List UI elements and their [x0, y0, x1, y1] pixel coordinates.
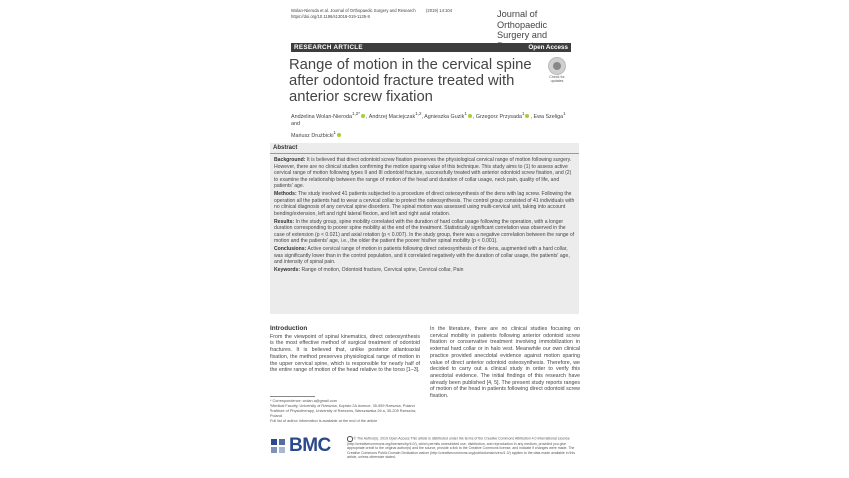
article-type-bar [291, 43, 571, 52]
check-updates-label: Check for updates [549, 75, 565, 83]
abstract-box [270, 143, 579, 314]
author-name: Mariusz Drużbicki [291, 132, 334, 139]
check-for-updates-badge[interactable] [546, 57, 568, 85]
author-name: , Ewa Szeliga [530, 113, 564, 120]
license-text: © The Author(s). 2019 Open Access This article is distributed under the terms of the Creative Commons Attribution 4.0 International License (http://creativecommons.org/licenses/by/4.0/), which permits unrestricted use, distribution, and reproduction in any medium, provided you give appropriate credit to the original author(s) and the source, provide a link to the Creative Commons license, and indicate if changes were made. The Creative Commons Public Domain Dedication waiver (http://creativecommons.org/publicdomain/zero/1.0/) applies to the data made available in this article, unless otherwise stated. [347, 436, 575, 460]
author-name: , Andrzej Maciejczak [366, 113, 416, 120]
abstract-results: Results: In the study group, spine mobility correlated with the duration of hard collar usage following the operation, with a longer duration corresponding to poorer spine mobility at the end of the treatment. Statistically significant correlation was observed in the case of extension (p < 0.021) and axial rotation (p < 0.007). In the study group, there was a negative correlation between the range of motion and the patients' age, i.e., the older the patient the poorer his/her spinal mobility (p < 0.001). [274, 218, 575, 245]
open-access-label: Open Access [528, 44, 568, 51]
correspondence-note[interactable]: * Correspondence: wolan.a@gmail.com [270, 399, 337, 403]
orcid-icon[interactable] [525, 114, 529, 118]
abstract-conclusions: Conclusions: Active cervical range of motion in patients following direct osteosynthesis of the dens, augmented with a hard collar, was significantly lower than in the control population, and it correlated negatively with the duration of collar usage, the patients' age, and intensity of spinal pain. [274, 246, 570, 266]
author-name: , Grzegorz Przysada [472, 113, 522, 120]
body-column-left [270, 326, 420, 374]
orcid-icon[interactable] [361, 114, 365, 118]
introduction-text-right: In the literature, there are no clinical studies focusing on cervical mobility in patients following anterior odontoid screw fixation or conservative treatment involving immobilization in external hard collar or in halo vest. Meanwhile our own clinical practice provided anecdotal evidence against motion sparing value of direct anterior odontoid osteosynthesis. Therefore, we decided to carry out a clinical study in order to verify this anecdotal evidence. The initial findings of this research have already been published [4, 5]. The present study reports ranges of motion of the head in patients following direct odontoid screw fixation. [430, 326, 580, 400]
check-updates-icon [548, 57, 566, 75]
abstract-body [270, 154, 579, 274]
bmc-logo-icon [270, 438, 286, 454]
citation-header [291, 8, 416, 19]
abstract-methods: Methods: The study involved 41 patients subjected to a procedure of direct osteosynthesis of the dens with lag screw. Following the operation all the patients had to wear a cervical collar to protect the osteosynthesis. The control group consisted of 41 individuals with no clinical diagnosis of any cervical spine disorders. The spinal motion was assessed using multi-cervical unit, taking into account bending/extension, left and right lateral flexion, and left and right axial rotation. [274, 191, 575, 217]
doi-link[interactable]: https://doi.org/10.1186/s13018-019-1135-8 [291, 13, 370, 19]
footnote-divider [270, 396, 315, 397]
body-column-right [430, 326, 580, 400]
orcid-icon[interactable] [337, 133, 341, 137]
article-type-label: RESEARCH ARTICLE [294, 44, 363, 51]
author-info-note: Full list of author information is available at the end of the article [270, 418, 378, 423]
affiliation-2: ²Institute of Physiotherapy, University of Rzeszów, Warszawska 26 a, 35-205 Rzeszów, Poland [270, 408, 417, 418]
affiliation-1: ¹Medical Faculty, University of Rzeszów, Kopisto 2A Avenue, 35-959 Rzeszów, Poland [270, 403, 415, 408]
journal-line-1: Journal of Orthopaedic [497, 9, 548, 30]
abstract-keywords: Keywords: Range of motion, Odontoid fracture, Cervical spine, Cervical collar, Pain [274, 267, 464, 274]
abstract-background: Background: It is believed that direct odontoid screw fixation preserves the physiological cervical range of motion following surgery. However, there are no clinical studies confirming the motion sparing value of this technique. This study aims to (1) to assess active cervical range of motion following types II and III odontoid fracture, successfully treated with anterior odontoid screw fixation, and (2) to examine the relationship between the range of motion of the head and duration of collar usage, neck pain, quality of life, and patients' age. [274, 157, 572, 189]
article-title: Range of motion in the cervical spine after odontoid fracture treated with anterior screw fixation [289, 57, 532, 105]
author-name: Andżelina Wolan-Nieroda [291, 113, 353, 120]
orcid-icon[interactable] [468, 114, 472, 118]
citation-text: Wolan-Nieroda et al. Journal of Orthopaedic Surgery and Research [291, 8, 416, 13]
journal-line-2: Surgery and [497, 30, 548, 40]
author-list: Andżelina Wolan-Nieroda$^{1,2*}$, Andrzej Maciejczak$^{1,2}$, Agnieszka Guzik$^1$, Grzegorz Przysada$^1$, Ewa Szeliga$^1$ and Mariusz Drużbicki$^1$ [291, 111, 566, 139]
bmc-logo-text: BMC [289, 435, 331, 456]
author-name: , Agnieszka Guzik [421, 113, 465, 120]
footnotes [270, 396, 420, 424]
introduction-heading: Introduction [270, 325, 308, 332]
year-page: (2019) 14:104 [426, 8, 453, 13]
introduction-text-left: From the viewpoint of spinal kinematics, direct osteosynthesis is the most effective method of surgical treatment of odontoid fractures. It is believed that, unlike posterior atlantoaxial fixation, the method preserves physiological range of motion in the upper cervical spine, which is responsible for nearly half of the entire range of motion of the head relative to the torso [1–3]. [270, 333, 420, 374]
bmc-logo [270, 435, 345, 457]
abstract-heading: Abstract [270, 143, 579, 154]
